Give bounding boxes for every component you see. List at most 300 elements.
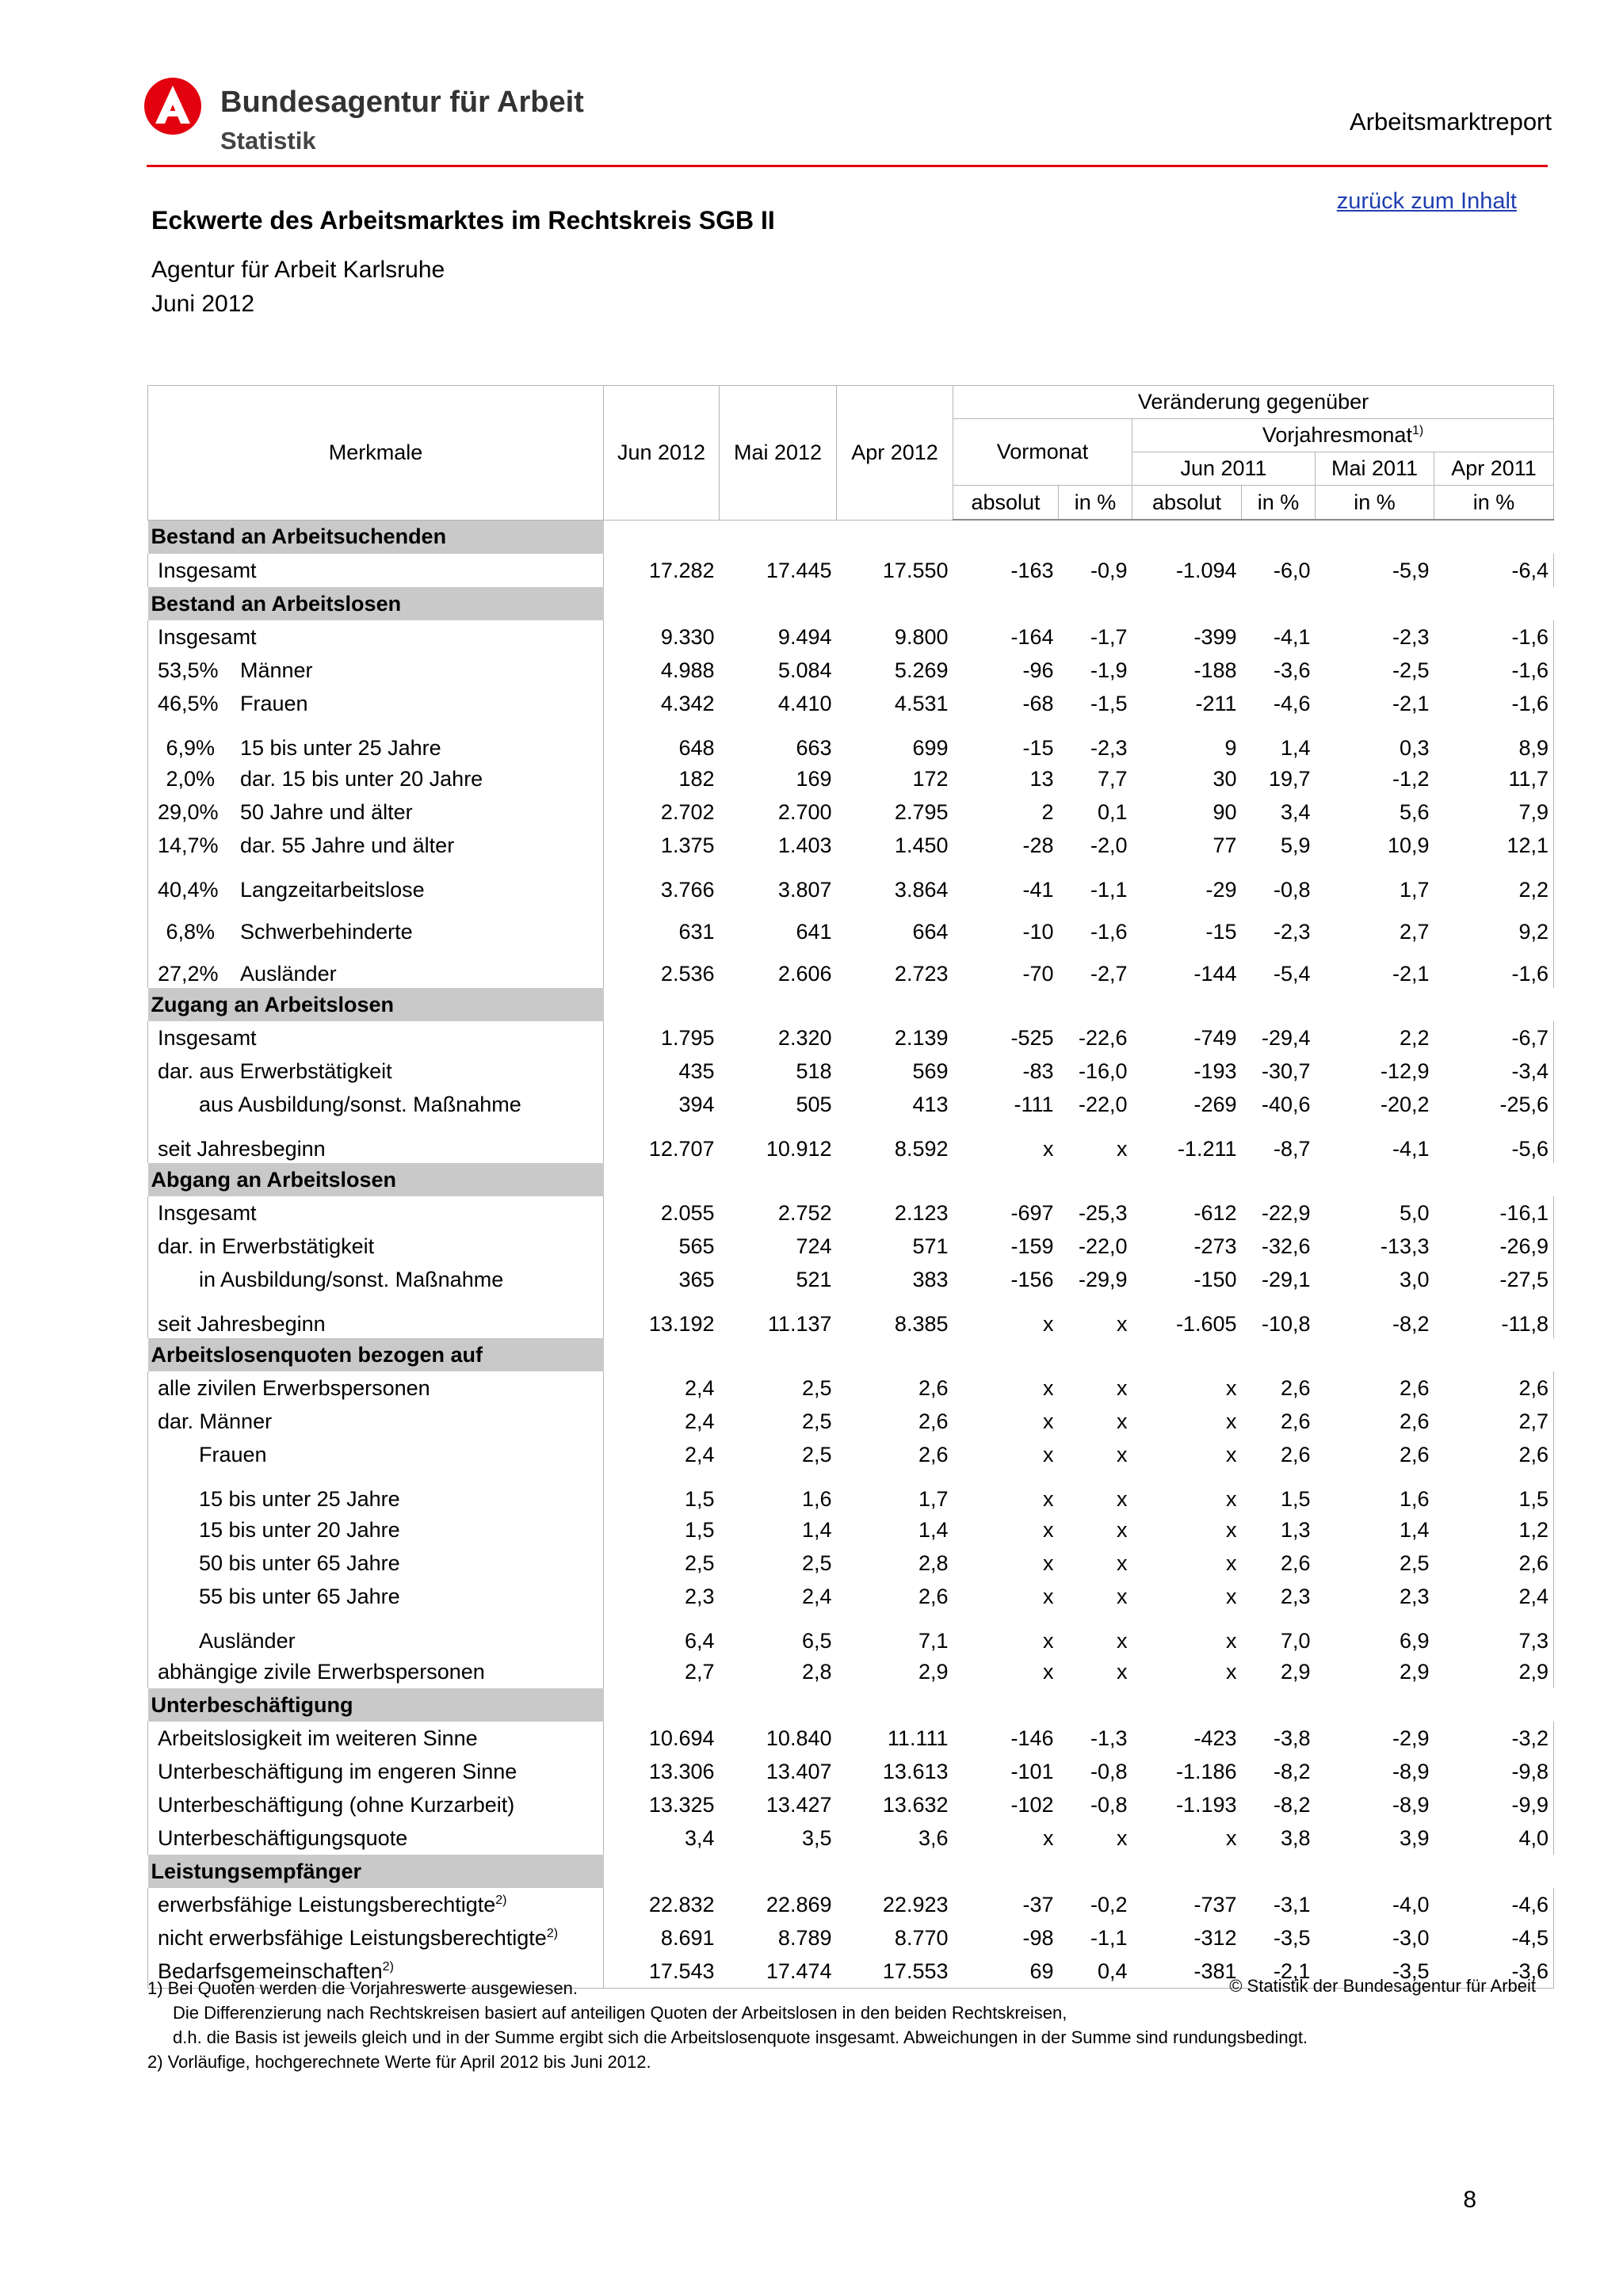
table-row: [148, 829, 1554, 862]
cell-value: 394: [678, 1092, 715, 1116]
section-filler: [604, 587, 1554, 620]
table-row: [148, 654, 1554, 687]
cell-value: -156: [1010, 1267, 1054, 1291]
cell-value: -41: [1022, 878, 1054, 902]
cell-value: x: [1117, 1584, 1128, 1608]
cell-value: -3,1: [1273, 1892, 1311, 1917]
cell-value: 664: [912, 920, 949, 944]
cell-value: 13.427: [766, 1792, 832, 1817]
cell-value: -188: [1193, 658, 1237, 682]
row-label-text: Insgesamt: [158, 558, 257, 582]
cell-value: 648: [678, 736, 715, 760]
footnote-1: 1) Bei Quoten werden die Vorjahreswerte ausgewiesen.: [147, 1978, 578, 1998]
cell-value: 9,2: [1434, 904, 1554, 946]
section-label: Arbeitslosenquoten bezogen auf: [148, 1338, 604, 1371]
cell-value: -15: [1205, 920, 1237, 944]
cell-value: 1,4: [801, 1517, 832, 1542]
cell-value: -697: [1010, 1200, 1054, 1225]
cell-value: 17.474: [720, 1955, 837, 1989]
cell-value: 5,0: [1399, 1200, 1430, 1225]
cell-value: 2,5: [1399, 1550, 1430, 1575]
cell-value: -8,2: [1273, 1792, 1311, 1817]
cell-value: x: [1043, 1487, 1054, 1511]
cell-value: -2,1: [1392, 691, 1430, 715]
cell-value: -98: [1022, 1925, 1054, 1950]
cell-value: 9.330: [660, 624, 715, 649]
cell-value: -399: [1193, 624, 1237, 649]
cell-value: 19,7: [1268, 766, 1311, 791]
cell-value: 2,6: [918, 1584, 949, 1608]
row-label-text: 15 bis unter 20 Jahre: [199, 1517, 400, 1542]
header-vorjahresmonat: Vorjahresmonat$^{1)}$: [1132, 419, 1554, 452]
cell-value: -10: [1022, 920, 1054, 944]
cell-value: x: [1226, 1584, 1237, 1608]
cell-value: 2,9: [918, 1659, 949, 1684]
cell-value: -1,5: [1090, 691, 1128, 715]
cell-value: -3,8: [1273, 1726, 1311, 1750]
cell-value: 365: [678, 1267, 715, 1291]
cell-value: 169: [796, 766, 832, 791]
cell-value: -4,1: [1392, 1137, 1430, 1161]
cell-value: 2.536: [660, 962, 715, 986]
cell-value: -9,8: [1434, 1755, 1554, 1788]
cell-value: 13.192: [648, 1312, 715, 1336]
table-row: [148, 862, 1554, 904]
cell-value: 1.795: [660, 1025, 715, 1050]
cell-value: -1,6: [1434, 620, 1554, 654]
table-row: [148, 1088, 1554, 1121]
cell-value: -15: [1022, 736, 1054, 760]
cell-value: 2,8: [801, 1659, 832, 1684]
table-row: [148, 1230, 1554, 1263]
cell-value: 17.553: [837, 1955, 953, 1989]
cell-value: 5,6: [1399, 799, 1430, 824]
cell-value: 12,1: [1434, 829, 1554, 862]
cell-value: 1,4: [918, 1517, 949, 1542]
cell-value: 2.606: [777, 962, 832, 986]
cell-value: 2,5: [801, 1375, 832, 1400]
row-label-text: aus Ausbildung/sonst. Maßnahme: [199, 1092, 521, 1116]
cell-value: -5,9: [1392, 558, 1430, 582]
row-label: [148, 1547, 604, 1580]
table-row: [148, 1296, 1554, 1338]
cell-value: 2.055: [660, 1200, 715, 1225]
row-label-text: Arbeitslosigkeit im weiteren Sinne: [158, 1726, 478, 1750]
cell-value: x: [1043, 1409, 1054, 1433]
section-header: [148, 1338, 1554, 1371]
row-label: [148, 1196, 604, 1230]
cell-value: 2,6: [1399, 1375, 1430, 1400]
cell-value: -4,6: [1434, 1888, 1554, 1921]
cell-value: 7,9: [1434, 795, 1554, 829]
row-label-text: 15 bis unter 25 Jahre: [199, 1487, 400, 1511]
cell-value: 4.988: [660, 658, 715, 682]
cell-value: -0,9: [1090, 558, 1128, 582]
cell-value: 1.450: [894, 833, 949, 857]
cell-value: -22,0: [1078, 1092, 1128, 1116]
cell-value: -5,6: [1434, 1121, 1554, 1163]
cell-value: 8.770: [894, 1925, 949, 1950]
cell-value: 1,7: [1399, 878, 1430, 902]
table-row: [148, 620, 1554, 654]
cell-value: -70: [1022, 962, 1054, 986]
header-mai-2011: Mai 2011: [1316, 452, 1434, 486]
cell-value: -2,3: [1273, 920, 1311, 944]
table-row: [148, 1021, 1554, 1055]
row-label-text: 55 bis unter 65 Jahre: [199, 1584, 400, 1608]
cell-value: -2,1: [1392, 962, 1430, 986]
cell-value: 10.840: [766, 1726, 832, 1750]
cell-value: 2.320: [777, 1025, 832, 1050]
section-header: [148, 1688, 1554, 1722]
section-filler: [604, 1338, 1554, 1371]
cell-value: 1,3: [1280, 1517, 1311, 1542]
row-label: [148, 1021, 604, 1055]
cell-value: 7,0: [1280, 1629, 1311, 1653]
cell-value: x: [1043, 1517, 1054, 1542]
cell-value: 77: [1212, 833, 1237, 857]
cell-value: 5.084: [777, 658, 832, 682]
cell-value: -193: [1193, 1058, 1237, 1083]
cell-value: 8.691: [660, 1925, 715, 1950]
cell-value: 2.139: [894, 1025, 949, 1050]
footnote-marker: 2): [546, 1926, 559, 1940]
row-label: [148, 554, 604, 587]
cell-value: x: [1043, 1442, 1054, 1466]
cell-value: -6,0: [1273, 558, 1311, 582]
key-figures-table: [147, 385, 1554, 1989]
cell-value: 8,9: [1434, 720, 1554, 762]
cell-value: 2,6: [918, 1375, 949, 1400]
row-label-text: dar. 15 bis unter 20 Jahre: [240, 766, 483, 791]
row-label-text: 15 bis unter 25 Jahre: [240, 736, 441, 760]
cell-value: 7,7: [1097, 766, 1128, 791]
cell-value: 1,2: [1434, 1513, 1554, 1547]
row-label-text: Bedarfsgemeinschaften: [158, 1958, 383, 1983]
table-row: [148, 1055, 1554, 1088]
cell-value: 4.410: [777, 691, 832, 715]
cell-value: x: [1117, 1629, 1128, 1653]
cell-value: -4,0: [1392, 1892, 1430, 1917]
cell-value: 22.869: [766, 1892, 832, 1917]
table-row: [148, 1788, 1554, 1821]
cell-value: 2,9: [1280, 1659, 1311, 1684]
cell-value: 13.325: [648, 1792, 715, 1817]
table-row: [148, 1371, 1554, 1405]
cell-value: -1.605: [1175, 1312, 1237, 1336]
cell-value: -8,9: [1392, 1759, 1430, 1783]
cell-value: 13.632: [882, 1792, 949, 1817]
cell-value: 565: [678, 1234, 715, 1258]
row-label-text: seit Jahresbeginn: [158, 1137, 326, 1161]
row-label: [148, 1513, 604, 1547]
cell-value: 30: [1212, 766, 1237, 791]
table-row: [148, 1263, 1554, 1296]
table-row: [148, 1547, 1554, 1580]
cell-value: -8,7: [1273, 1137, 1311, 1161]
cell-value: -1,6: [1434, 687, 1554, 720]
cell-value: 1,5: [1434, 1471, 1554, 1513]
section-filler: [604, 1688, 1554, 1722]
row-label: [148, 720, 604, 762]
row-label-text: Ausländer: [199, 1629, 296, 1653]
section-filler: [604, 1855, 1554, 1888]
cell-value: -3,5: [1316, 1955, 1434, 1989]
table-row: [148, 1655, 1554, 1688]
cell-value: -68: [1022, 691, 1054, 715]
row-label: [148, 946, 604, 988]
cell-value: -4,5: [1434, 1921, 1554, 1955]
cell-value: 2,6: [918, 1409, 949, 1433]
cell-value: x: [1043, 1137, 1054, 1161]
cell-value: 13.306: [648, 1759, 715, 1783]
cell-value: 2,4: [1434, 1580, 1554, 1613]
cell-value: 2,3: [1399, 1584, 1430, 1608]
row-label: [148, 1613, 604, 1655]
cell-value: -111: [1014, 1092, 1054, 1116]
cell-value: 11.137: [767, 1312, 832, 1336]
cell-value: -102: [1010, 1792, 1054, 1817]
cell-value: 3.766: [660, 878, 715, 902]
cell-value: 521: [796, 1267, 832, 1291]
cell-value: 2,6: [1280, 1550, 1311, 1575]
cell-value: -25,3: [1078, 1200, 1128, 1225]
cell-value: 435: [678, 1058, 715, 1083]
cell-value: 3,5: [801, 1825, 832, 1850]
cell-value: 2,4: [684, 1409, 715, 1433]
cell-value: 3,9: [1399, 1825, 1430, 1850]
section-label: Abgang an Arbeitslosen: [148, 1163, 604, 1196]
cell-value: -525: [1010, 1025, 1054, 1050]
cell-value: 2,9: [1434, 1655, 1554, 1688]
cell-value: 69: [953, 1955, 1059, 1989]
cell-value: 4.342: [660, 691, 715, 715]
cell-value: 1,5: [684, 1487, 715, 1511]
cell-value: 2,5: [801, 1550, 832, 1575]
cell-value: 2,6: [918, 1442, 949, 1466]
cell-value: 5,9: [1280, 833, 1311, 857]
cell-value: 724: [796, 1234, 832, 1258]
cell-value: 2,6: [1280, 1409, 1311, 1433]
table-row: [148, 1580, 1554, 1613]
cell-value: -1,6: [1090, 920, 1128, 944]
cell-value: 17.445: [766, 558, 832, 582]
cell-value: -2,5: [1392, 658, 1430, 682]
cell-value: -612: [1193, 1200, 1237, 1225]
cell-value: x: [1043, 1629, 1054, 1653]
row-label-text: dar. aus Erwerbstätigkeit: [158, 1058, 392, 1083]
cell-value: 13.613: [882, 1759, 949, 1783]
cell-value: 11.111: [887, 1726, 949, 1750]
row-label: [148, 1230, 604, 1263]
cell-value: -312: [1193, 1925, 1237, 1950]
row-label: [148, 795, 604, 829]
cell-value: -381: [1132, 1955, 1242, 1989]
cell-value: 2.700: [777, 799, 832, 824]
row-share: 2,0%: [166, 766, 215, 791]
cell-value: 2,4: [684, 1375, 715, 1400]
row-share: 27,2%: [158, 962, 219, 986]
agency-name: Agentur für Arbeit Karlsruhe: [151, 257, 445, 283]
cell-value: 2: [1041, 799, 1054, 824]
row-label-text: Unterbeschäftigungsquote: [158, 1825, 408, 1850]
cell-value: -6,4: [1434, 554, 1554, 587]
cell-value: 2,6: [1434, 1547, 1554, 1580]
header-merkmale: Merkmale: [148, 386, 604, 521]
cell-value: 172: [912, 766, 949, 791]
cell-value: 12.707: [648, 1137, 715, 1161]
cell-value: 2,4: [684, 1442, 715, 1466]
cell-value: 2.795: [894, 799, 949, 824]
cell-value: 1,7: [918, 1487, 949, 1511]
table-row: [148, 1821, 1554, 1855]
table-row: [148, 1613, 1554, 1655]
cell-value: 11,7: [1434, 762, 1554, 795]
header-veraenderung: Veränderung gegenüber: [953, 386, 1554, 419]
table-row: [148, 1921, 1554, 1955]
cell-value: -3,5: [1273, 1925, 1311, 1950]
header-jun-2011: Jun 2011: [1132, 452, 1316, 486]
cell-value: -1,7: [1090, 624, 1128, 649]
cell-value: x: [1043, 1312, 1054, 1336]
cell-value: 2,2: [1399, 1025, 1430, 1050]
cell-value: -2,7: [1090, 962, 1128, 986]
cell-value: -2,0: [1090, 833, 1128, 857]
row-share: 6,9%: [166, 736, 215, 760]
cell-value: 2,6: [1434, 1371, 1554, 1405]
cell-value: 8.592: [894, 1137, 949, 1161]
cell-value: 6,5: [801, 1629, 832, 1653]
header-apr-2012: Apr 2012: [837, 386, 953, 521]
cell-value: 1,4: [1399, 1517, 1430, 1542]
row-label-text: Langzeitarbeitslose: [240, 878, 425, 902]
cell-value: 3.807: [777, 878, 832, 902]
cell-value: -1.211: [1177, 1137, 1237, 1161]
cell-value: x: [1226, 1442, 1237, 1466]
table-row: [148, 1196, 1554, 1230]
row-label-text: Männer: [240, 658, 313, 682]
cell-value: x: [1117, 1137, 1128, 1161]
row-label: [148, 1755, 604, 1788]
cell-value: -22,0: [1078, 1234, 1128, 1258]
cell-value: x: [1117, 1517, 1128, 1542]
back-to-contents-link[interactable]: zurück zum Inhalt: [1336, 189, 1517, 214]
cell-value: x: [1117, 1442, 1128, 1466]
cell-value: 1.403: [777, 833, 832, 857]
section-filler: [604, 988, 1554, 1021]
row-label: [148, 762, 604, 795]
row-label: [148, 1296, 604, 1338]
row-label-text: abhängige zivile Erwerbspersonen: [158, 1659, 485, 1684]
cell-value: 2,4: [801, 1584, 832, 1608]
row-label: [148, 1438, 604, 1471]
row-label-text: Insgesamt: [158, 1200, 257, 1225]
row-label-text: nicht erwerbsfähige Leistungsberechtigte: [158, 1925, 547, 1950]
cell-value: -1,2: [1392, 766, 1430, 791]
cell-value: 4.531: [894, 691, 949, 715]
cell-value: -3,6: [1434, 1955, 1554, 1989]
row-label-text: dar. 55 Jahre und älter: [240, 833, 455, 857]
cell-value: 3.864: [894, 878, 949, 902]
cell-value: -1,1: [1090, 878, 1128, 902]
cell-value: -0,8: [1090, 1759, 1128, 1783]
header-vormonat: Vormonat: [953, 419, 1132, 486]
report-name: Arbeitsmarktreport: [1350, 108, 1552, 135]
header-in-pct: in %: [1434, 486, 1554, 521]
cell-value: 1,4: [1280, 736, 1311, 760]
cell-value: 505: [796, 1092, 832, 1116]
cell-value: -101: [1010, 1759, 1054, 1783]
cell-value: 0,3: [1399, 736, 1430, 760]
cell-value: 13: [1029, 766, 1054, 791]
cell-value: 13.407: [766, 1759, 832, 1783]
table-row: [148, 554, 1554, 587]
cell-value: -0,8: [1090, 1792, 1128, 1817]
cell-value: x: [1117, 1375, 1128, 1400]
cell-value: 9: [1224, 736, 1237, 760]
cell-value: -22,6: [1078, 1025, 1128, 1050]
cell-value: x: [1226, 1629, 1237, 1653]
cell-value: -11,8: [1434, 1296, 1554, 1338]
cell-value: -8,2: [1273, 1759, 1311, 1783]
row-label-text: Insgesamt: [158, 624, 257, 649]
row-label-text: dar. Männer: [158, 1409, 273, 1433]
table-row: [148, 1755, 1554, 1788]
table-row: [148, 946, 1554, 988]
row-label: [148, 1263, 604, 1296]
row-label-text: in Ausbildung/sonst. Maßnahme: [199, 1267, 504, 1291]
header-in-pct: in %: [1242, 486, 1316, 521]
row-label-text: dar. in Erwerbstätigkeit: [158, 1234, 375, 1258]
cell-value: 2,8: [918, 1550, 949, 1575]
row-label-text: Frauen: [240, 691, 308, 715]
cell-value: -28: [1022, 833, 1054, 857]
cell-value: 3,8: [1280, 1825, 1311, 1850]
cell-value: 90: [1212, 799, 1237, 824]
table-row: [148, 795, 1554, 829]
cell-value: 8.385: [894, 1312, 949, 1336]
cell-value: 9.800: [894, 624, 949, 649]
cell-value: 2,3: [684, 1584, 715, 1608]
cell-value: 1,6: [1399, 1487, 1430, 1511]
cell-value: 2,5: [801, 1409, 832, 1433]
cell-value: -1.094: [1175, 558, 1237, 582]
cell-value: -3,2: [1434, 1722, 1554, 1755]
row-share: 6,8%: [166, 920, 215, 944]
cell-value: x: [1117, 1825, 1128, 1850]
cell-value: -0,2: [1090, 1892, 1128, 1917]
section-header: [148, 1855, 1554, 1888]
cell-value: -10,8: [1261, 1312, 1311, 1336]
cell-value: -150: [1193, 1267, 1237, 1291]
cell-value: -2,3: [1090, 736, 1128, 760]
cell-value: -273: [1193, 1234, 1237, 1258]
cell-value: x: [1117, 1659, 1128, 1684]
cell-value: 10,9: [1387, 833, 1430, 857]
cell-value: 569: [912, 1058, 949, 1083]
cell-value: -2,3: [1392, 624, 1430, 649]
table-row: [148, 1513, 1554, 1547]
row-label: [148, 687, 604, 720]
cell-value: -163: [1010, 558, 1054, 582]
cell-value: -1.193: [1175, 1792, 1237, 1817]
cell-value: 0,1: [1097, 799, 1128, 824]
cell-value: 2,7: [1399, 920, 1430, 944]
header-absolut: absolut: [1132, 486, 1242, 521]
footnote-1-cont: d.h. die Basis ist jeweils gleich und in der Summe ergibt sich die Arbeitslosenquote insgesamt. Abweichungen in der Summe sind rundungsbedingt.: [173, 2027, 1308, 2047]
cell-value: x: [1117, 1550, 1128, 1575]
row-label: [148, 1371, 604, 1405]
